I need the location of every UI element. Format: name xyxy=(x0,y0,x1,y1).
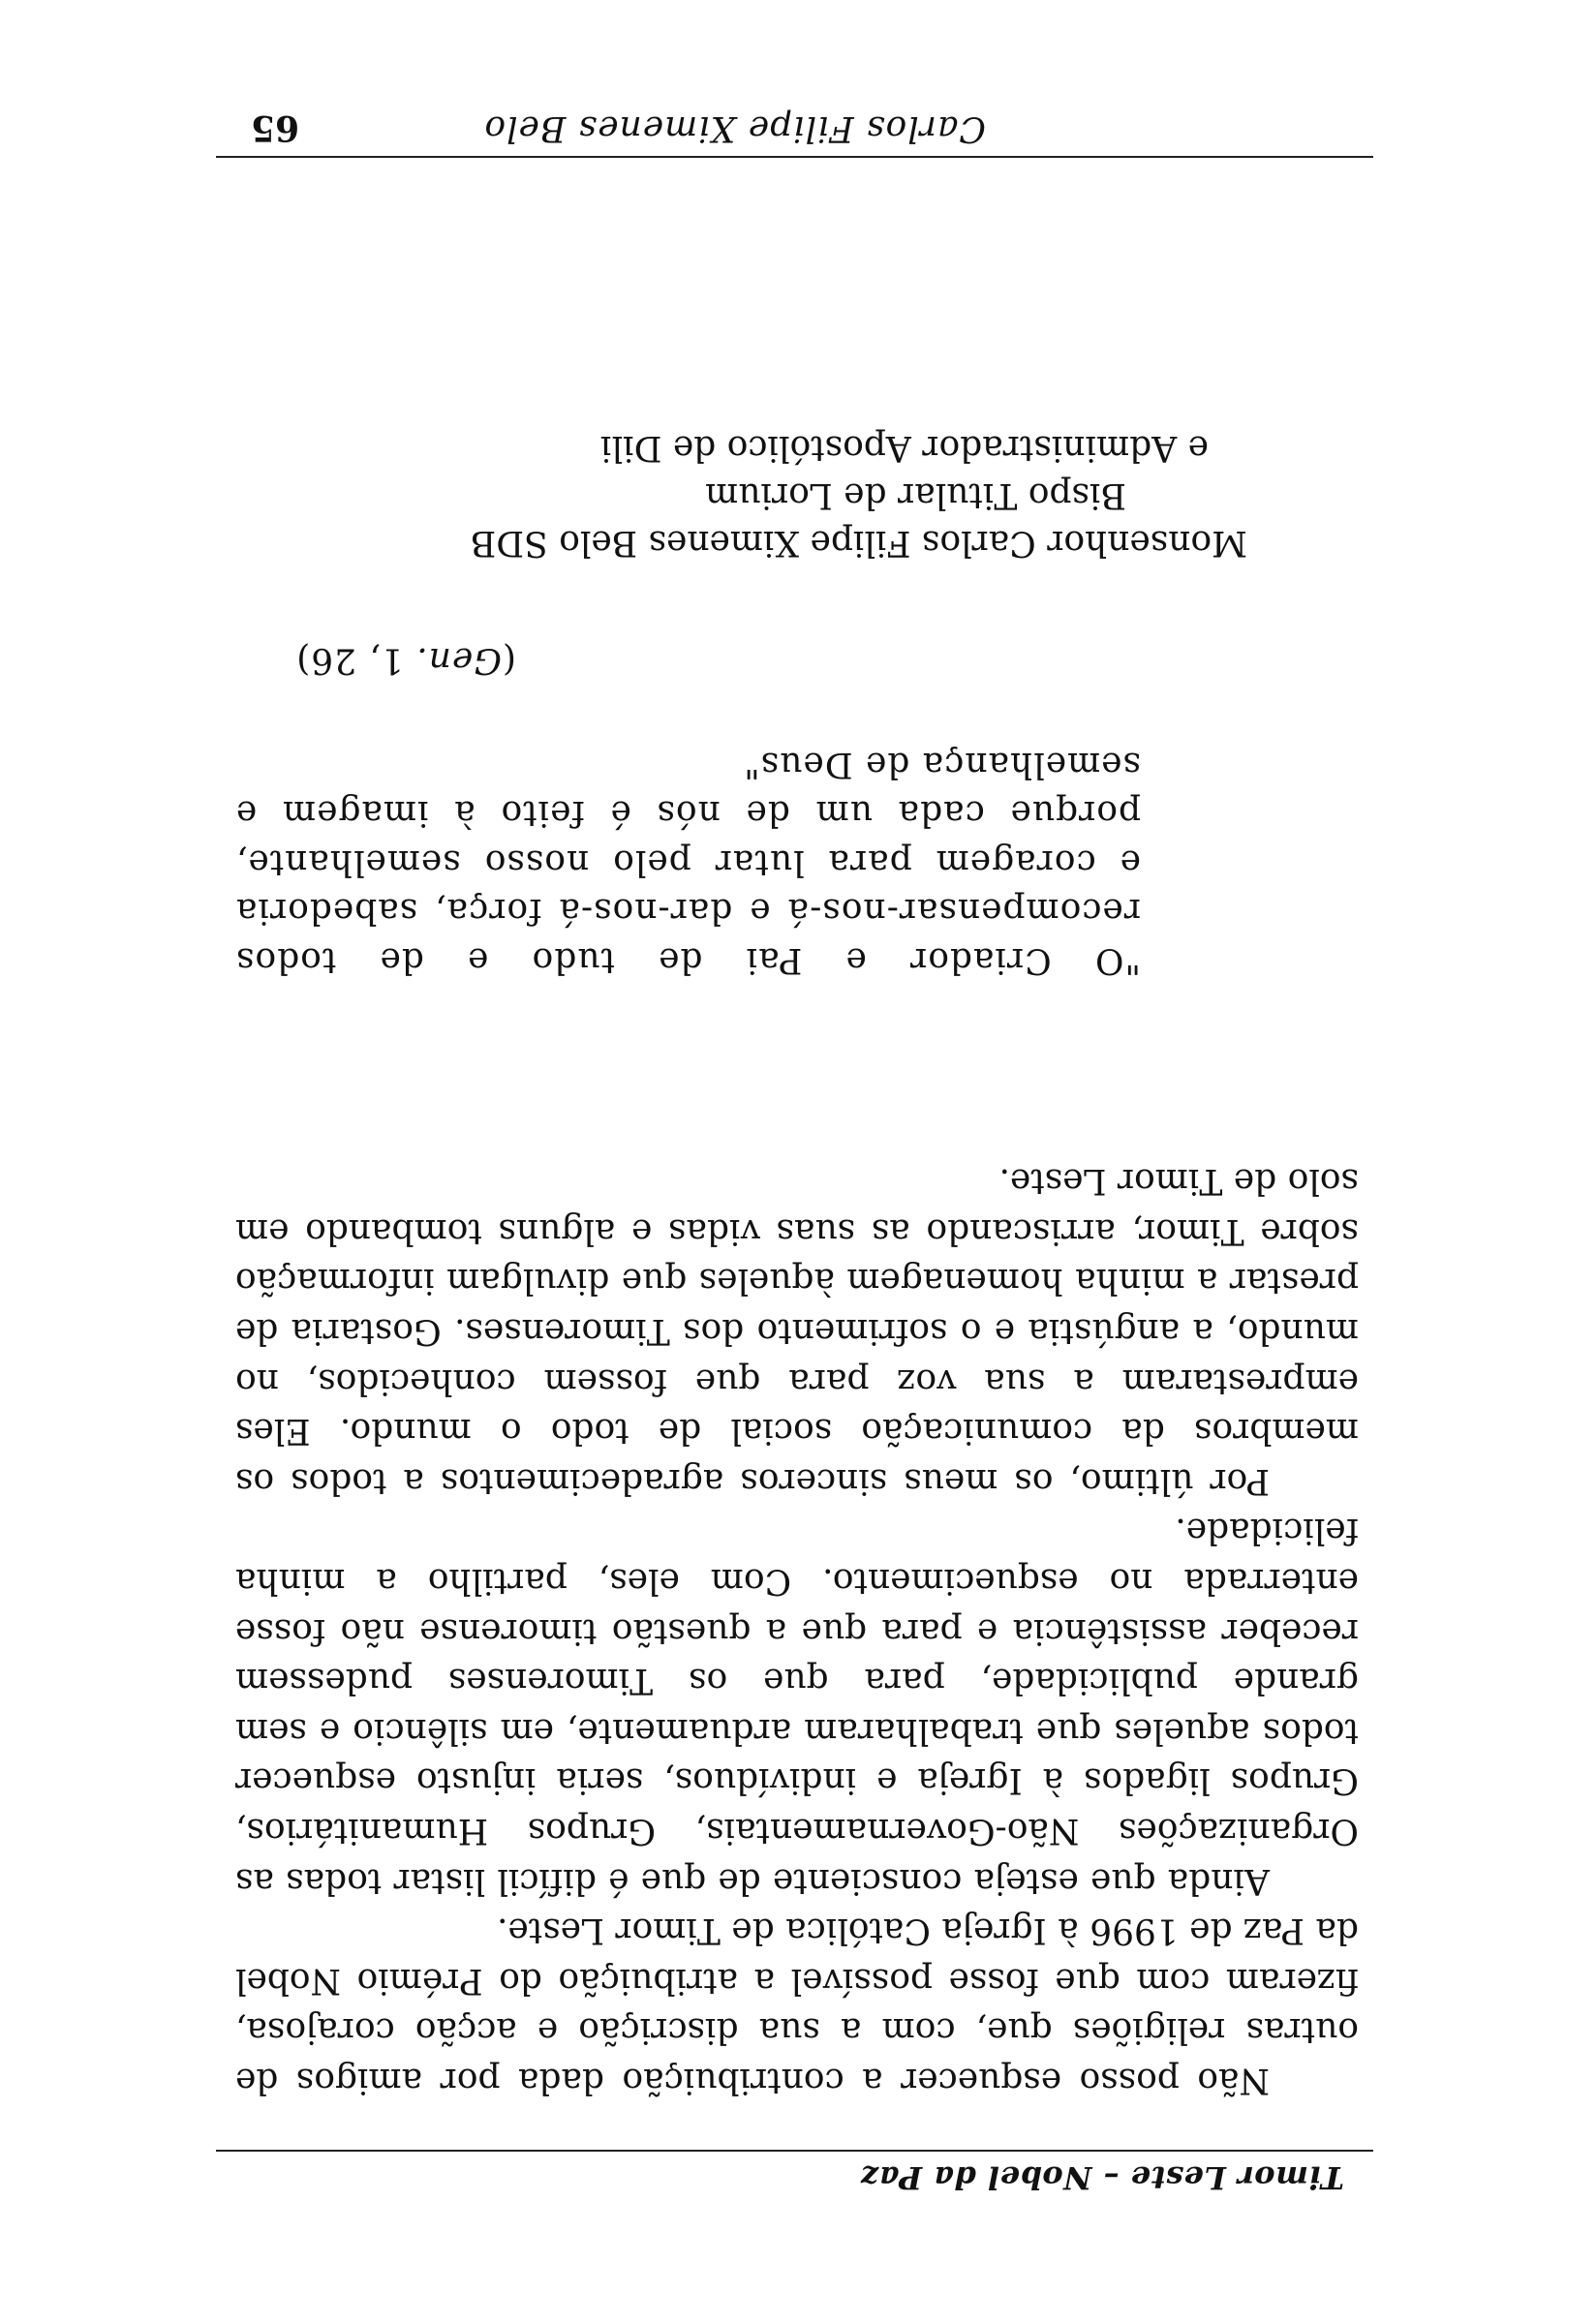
signature-block xyxy=(279,424,1247,566)
paragraph-media: Por último, os meus sinceros agradecimentos a todos os membros da comunicação social de todo o mundo. Eles emprestaram a sua voz para que fossem conhecidos, no mundo, a angústia e o sofrimento dos Timorenses. Gostaria de prestar a minha homenagem àqueles que divulgam informação sobre Timor, arriscando as suas vidas e alguns tombando em solo de Timor Leste. xyxy=(235,1161,1359,1501)
paragraph-organizations: Ainda que esteja consciente de que é difícil listar todas as Organizações Não-Governamentais, Grupos Humanitários, Grupos ligados à Igreja e indivíduos, seria injusto esquecer todos aqueles que trabalharam arduamente, em silêncio e sem grande publicidade, para que os Timorenses pudessem receber assistência e para que a questão timorense não fosse enterrada no esquecimento. Com eles, partilho a minha felicidade. xyxy=(235,1511,1359,1901)
signature-title: Bispo Titular de Lorium xyxy=(705,475,1126,515)
quote-reference-verse: 1, 26) xyxy=(295,640,416,680)
quote-reference xyxy=(295,640,516,680)
quote-reference-open: ( xyxy=(501,640,516,680)
quote-reference-book: Gen. xyxy=(415,640,502,680)
running-author: Carlos Filipe Ximenes Belo xyxy=(483,108,986,148)
signature-role: e Administrador Apostólico de Dili xyxy=(600,428,1209,468)
running-title: Timor Leste – Nobel da Paz xyxy=(860,2159,1344,2196)
closing-quote: "O Criador e Pai de tudo e de todos recompensar-nos-á e dar-nos-á força, sabedoria e coragem para lutar pelo nosso semelhante, porque cada um de nós é feito à imagem e semelhança de Deus" xyxy=(235,744,1141,980)
signature-name: Monsenhor Carlos Filipe Ximenes Belo SDB xyxy=(470,523,1247,563)
paragraph-religions: Não posso esquecer a contribuição dada por amigos de outras religiões que, com a sua discrição e acção corajosa, fizeram com que fosse possível a atribuição do Prémio Nobel da Paz de 1996 à Igreja Católica de Timor Leste. xyxy=(235,1911,1359,2100)
body-text xyxy=(235,1156,1359,2105)
page-number: 65 xyxy=(251,107,300,148)
running-head xyxy=(216,2150,1373,2196)
running-foot xyxy=(216,107,1373,158)
